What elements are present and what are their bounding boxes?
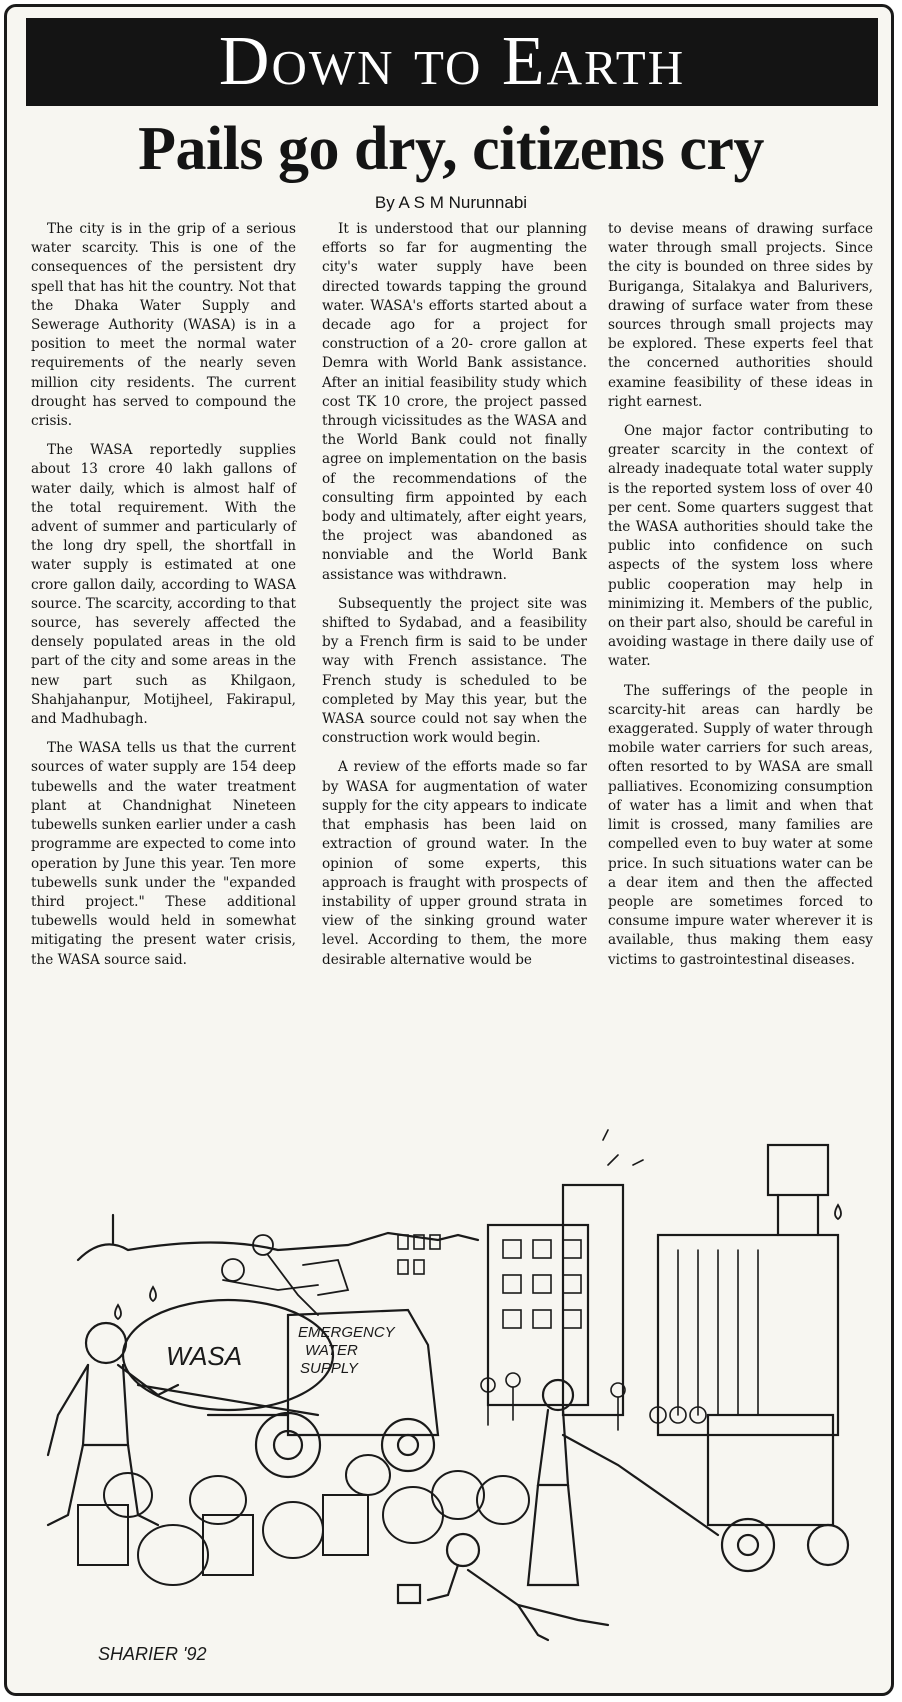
paragraph: Subsequently the project site was shifted to Sydabad, and a feasibility by a French firm is said to be under way with French assistance. The French study is scheduled to be completed by May this year, but the WASA source could not say when the construction work would begin. (322, 595, 587, 747)
shouting-man (48, 1323, 178, 1525)
section-banner: Down to Earth (26, 18, 878, 106)
headline: Pails go dry, citizens cry (138, 115, 764, 183)
truck-door-label-1: EMERGENCY (298, 1324, 395, 1341)
article-column-3 (608, 220, 873, 980)
paragraph: to devise means of drawing surface water through small projects. Since the city is bounded on three sides by Buriganga, Sitalakya and Balurivers, drawing of surface water from these sources through small projects may be explored. These experts feel that the concerned authorities should examine feasibility of these ideas in right earnest. (608, 221, 873, 410)
woman-with-cart (528, 1380, 848, 1585)
truck-label: WASA (166, 1341, 243, 1371)
article-column-1 (31, 220, 296, 980)
truck-door-label-3: SUPPLY (300, 1360, 358, 1377)
paragraph: It is understood that our planning efforts so far for augmenting the city's water supply have been directed towards tapping the ground water. WASA's efforts started about a decade ago for a project for construction of a 20- crore gallon at Demra with World Bank assistance. After an initial feasibility study which cost TK 10 crore, the project passed through vicissitudes as the WASA and the World Bank could not finally agree on implementation on the basis of the recommendations of the consulting firm appointed by each body and ultimately, after eight years, the project was abandoned as nonviable and the World Bank assistance was withdrawn. (322, 221, 587, 583)
cartoonist-signature: SHARIER '92 (98, 1644, 207, 1664)
paragraph: A review of the efforts made so far by WASA for augmentation of water supply for the city appears to indicate that emphasis has been laid on extraction of ground water. In the opinion of some experts, this approach is fraught with prospects of instability of upper ground strata in view of the sinking ground water level. According to them, the more desirable alternative would be (322, 759, 587, 968)
article-column-2 (322, 220, 587, 980)
truck-door-label-2: WATER (305, 1342, 358, 1359)
paragraph: One major factor contributing to greater scarcity in the context of already inadequate total water supply is the reported system loss of over 40 per cent. Some quarters suggest that the WASA authorities should take the public into confidence on such aspects of the system loss where public cooperation may help in minimizing it. Members of the public, on their part also, should be careful in avoiding wastage in there daily use of water. (608, 423, 873, 670)
crowd (481, 1373, 706, 1430)
byline: By A S M Nurunnabi (374, 193, 528, 212)
city-skyline (78, 1130, 838, 1435)
crawling-child (398, 1534, 608, 1640)
drop-icon (115, 1205, 841, 1319)
paragraph: The WASA reportedly supplies about 13 crore 40 lakh gallons of water daily, which is almost half of the total requirement. With the advent of summer and particularly of the long dry spell, the shortfall in water supply is estimated at one crore gallon daily, according to WASA source. The scarcity, according to that source, has severely affected the densely populated areas in the old part of the city and some areas in the new part such as Khilgaon, Shahjahanpur, Motijheel, Fakirapul, and Madhubagh. (31, 442, 296, 728)
paragraph: The WASA tells us that the current sources of water supply are 154 deep tubewells and the water treatment plant at Chandnighat Nineteen tubewells sunken earlier under a cash programme are expected to come into operation by June this year. Ten more tubewells sunk under the "expanded third project." These additional tubewells would held in somewhat mitigating the present water crisis, the WASA source said. (31, 740, 296, 968)
paragraph: The sufferings of the people in scarcity-hit areas can hardly be exaggerated. Supply of water through mobile water carriers for such areas, often resorted to by WASA are small palliatives. Economizing consumption of water has a limit and when that limit is crossed, many families are compelled even to buy water at some price. In such situations water can be a dear item and then the affected people are sometimes forced to consume impure water wherever it is available, thus making them easy victims to gastrointestinal diseases. (608, 682, 873, 968)
cartoon-illustration (18, 1115, 884, 1685)
paragraph: The city is in the grip of a serious water scarcity. This is one of the consequences of the persistent dry spell that has hit the country. Not that the Dhaka Water Supply and Sewerage Authority (WASA) is in a position to meet the normal water requirements of the nearly seven million city residents. The current drought has served to compound the crisis. (31, 221, 296, 430)
